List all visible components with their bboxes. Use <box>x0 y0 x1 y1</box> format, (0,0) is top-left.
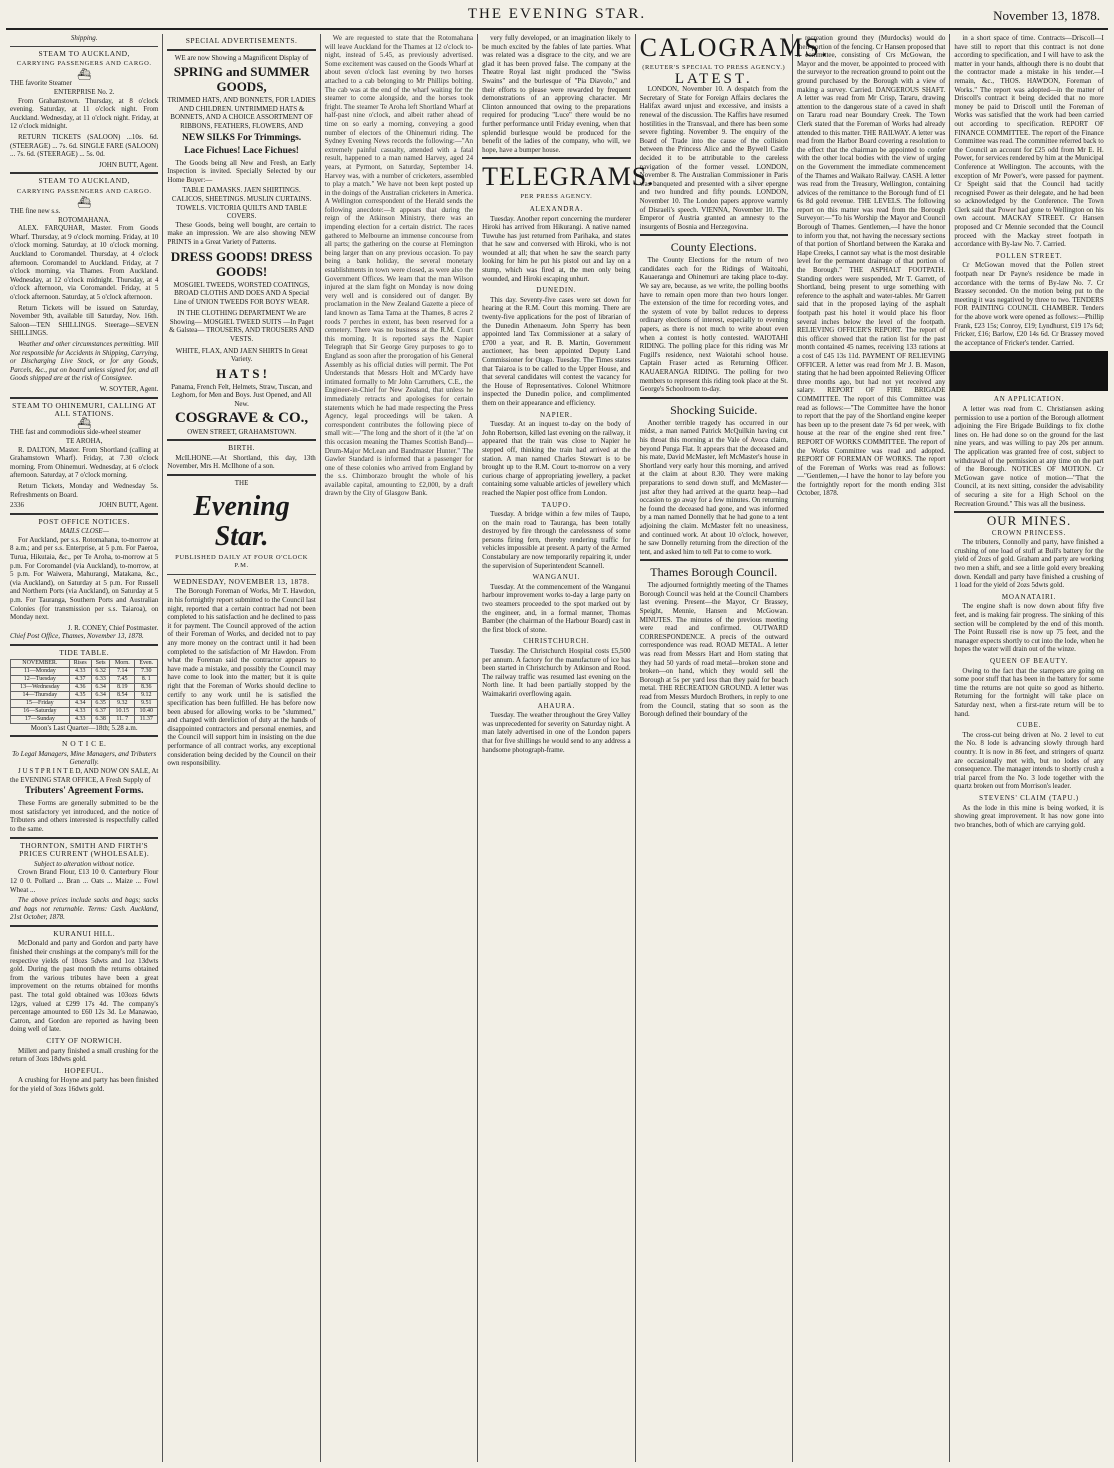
table-row: 12—Tuesday 4.37 6.33 7.45 8. 1 <box>11 675 158 683</box>
column-5: CALOGRAMS. (REUTER'S SPECIAL TO PRESS AGENCY.) LATEST. LONDON, November 10. A despatch from the Secretary of State for Foreign Affairs declares the Halifax award unjust and excessive, and insists a renewal of the discussion. The Kaffirs have resumed hostilities in the Transvaal, and there has been some severe fighting. November 9. The enquiry of the Board of Trade into the cause of the collision between the Princess Alice and the Bywell Castle decided it to be attributable to the careless navigation of the former vessel. LONDON, November 8. The Australian Commissioner in Paris was banqueted and presented with a silver epergne and two hundred and fifty pounds. LONDON, November 10. The London papers approve warmly of Disraeli's speech. VIENNA, November 10. The Emperor of Austria granted an amnesty to the insurgents of Bosnia and Herzegovina. County Elections. The County Elections for the return of two candidates each for the Ridings of Waitoahi, Kauaeranga and Ohinemuri are taking place to-day. We say are, because, as we write, the polling booths have to remain open more than two hours longer. The extension of the time for recording votes, and the system of vote by ballot reduces to depress ordinary elections of interest, especially to evening papers, as there is not much to write about even when a contest is hotly contested. WAIOTAHI RIDING. The polling place for this riding was Mr Fugill's residence, next Waiotahi school house. Captain Fraser acted as Returning Officer. KAUAERANGA RIDING. The polling for two members to represent this riding took place at the St. George's Schoolroom to-day. Shocking Suicide. Another terrible tragedy has occurred in our midst, a man named Patrick McQuilkin having cut his throat this morning at the Vale of Avoca claim, beyond Punga Flat. It appears that the deceased and his mate, David McMaster, left McMaster's house in Shortland very early hour this morning, and arrived at the claim at about 8.30. They were making preparations to send down stuff, and McMaster—just after they had arrived at the quartz heap—had occasion to go away for a few minutes. On returning he found the deceased had gone, and was informed by a man named Donnelly that he had gone to a tent adjoining the claim. McMaster felt no uneasiness, and continued work. At about 10 o'clock, however, he saw Donnelly returning from the direction of the tent, and asked him to tell Pat to come to work. Thames Borough Council. The adjourned fortnightly meeting of the Thames Borough Council was held at the Council Chambers last evening. Present—the Mayor, Cr Brassey, Speight, Mennie, Hansen and McGowan. MINUTES. The minutes of the previous meeting were read and confirmed. OUTWARD CORRESPONDENCE. A precis of the outward correspondence was read. ROAD METAL. A letter was read from Messrs Hart and Horn stating that they had 50 yards of road metal—broken stone and broken—on hand, which they would sell the Borough at 5s per yard less than they paid for beach metal. THE RECREATION GROUND. A letter was read from Messrs Murdoch Brothers, in reply to one from the Council, stating that so soon as the Borough defined their boundary of the <box>636 34 793 1462</box>
ship-icon: ⛴ <box>77 196 92 209</box>
council-report: recreation ground they (Murdocks) would do their portion of the fencing. Cr Hansen proposed that a committee, consisting of Crs McGowan, the Mayor and the mover, be appointed to proceed with the surveyor to the recreation ground to point out the ground purchased by the Borough with a view of making a survey. Carried. DANGEROUS SHAFT. A letter was read from Mr Crisp, Tararu, drawing attention to the dangerous state of a caved in shaft on Tararu road near Boundary Creek. The Town Clerk stated that the Foreman of Works had already attended to this matter. THE RAILWAY. A letter was read from the Harbor Board covering a resolution to the effect that the chairman be appointed to confer with the other local bodies with the view of urging on the Government the immediate commencement of the Thames and Waikato Railway. CASH. A letter was read from the Treasury, Wellington, containing advices of the remittance to the Borough fund of £1 6s 8d gold revenue. THE LEVELS. The following report on this matter was read from the Borough Surveyor:—"To his Worship the Mayor and Council Borough of Thames. Gentlemen,—I have the honor to inform you that, not having the necessary sections of that portion of Shortland between the Karaka and Hape Creeks, I cannot say what is the most desirable level for the permanent drainage of that portion of the Borough." THE ASPHALT FOOTPATH. Standing orders were suspended, Mr T. Garrett, of Shortland, being present to urge something with reference to the asphalt and water-tables. Mr Garrett said that in the proposed laying of the asphalt footpath past his hotel it would place his floor several inches below the level of the footpath. RELIEVING OFFICER'S REPORT. The report of this officer showed that the ration list for the past month contained 45 names, receiving 133 rations at a cost of £45 13s 11d. PAYMENT OF RELIEVING OFFICER. A letter was read from Mr J. B. Mason, stating that he had been appointed Relieving Officer three months ago, but had not yet received any salary. REPORT OF FIRE BRIGADE COMMITTEE. The report of this Committee was read as follows:—"The Committee have the honor to report that the pay of the Shortland engine keeper has been up to the present date 7s 6d per week, with house at the rear of the engine shed rent free." REPORT OF WORKS COMMITTEE. The report of the Works Committee was read and adopted. REPORT OF FOREMAN OF WORKS. The report of the Foreman of Works was read as follows:—"Gentlemen,—I have the honor to lay before you the fortnightly report for the month ending 31st October, 1878. <box>796 34 946 498</box>
newspaper-page <box>6 4 1108 1464</box>
local-news: We are requested to state that the Rotomahana will leave Auckland for the Thames at 12 o'clock to-night, instead of 5.45, as previously advertised. Some excitement was caused on the Goods Wharf at about seven o'clock last evening by two horses attached to a cab belonging to Mr Phillips bolting. The cab was at the end of the wharf waiting for the steamer to come alongside, and the horses took fright. The steamer Te Aroha left Shortland Wharf at half-past nine o'clock, and albeit rather ahead of time on so early a morning, conveying a good number of electors of the Ohinemuri riding. The Sydney Evening News records the following:—"An extremely painful casualty, attended with a fatal result, happened to a man named Harvey, aged 24 years, at Pyrmont, on Saturday, September 14. Harvey was, with a number of cricketers, assembled to play a match." We have not been kept posted up in the doings of the Australian cricketers in America. A Wellington correspondent of the Herald sends the following anecdote:—It appears that during the reign of the Atkinson Ministry, there was an impending election for a certain district. The races gathered to Melbourne an immense concourse from all parts; the gathering on the course at Flemington being larger than on any previous occasion. To pay being a bank holiday, the several monetary establishments in town were closed, as were also the Government Offices. We learn that the man Wilson injured at the slam fight on Monday is now doing very well and is considered out of danger. By proclamation in the New Zealand Gazette a piece of land known as Tama Tama at the Thames, 8 acres 2 roods 7 perches in extent, has been reserved for a cemetery. There was no business at the R.M. Court this morning. It is reported says the Napier Telegraph that Sir George Grey purposes to go to England as soon after the prorogation of his General Assembly as his official duties will permit. The Pot Understands that Messrs Holt and M'Cardy have intimated formally to Mr John Carruthers, C.E., the Engineer-in-Chief for New Zealand, that unless he immediately retracts and apologises for certain statements which he had made respecting the Press Agency, legal proceedings will be taken. A correspondent contributes the following piece of small wit:—"The long and the short of it (the 'at' on this occasion meaning the Thames Scottish Band)—Drum-Major McLean and Bandmaster Hunter." The Gawler Standard is informed that a passenger for one of these colonies who arrived from England by the s.s. Chimborazo brought the whole of his available capital, amounting to £2,000, by a draft drawn by the City of Glasgow Bank. <box>324 34 474 498</box>
column-6 <box>793 34 950 1462</box>
editorial: The Borough Foreman of Works, Mr T. Hawdon, in his fortnightly report submitted to the Council last night, reported that a certain contract had not been completed to his satisfaction and he declined to pass it for payment. The Council approved of the action of their Foreman of Works, and decided not to pay any more money on the contract until it had been completed to the satisfaction of Mr Hawdon. From what the Foreman said the contractor appears to have made a mistake, and possibly the Council may have come to look into the matter; but it is quite right that the Foreman of Works should decline to certify to any work until he is satisfied the specification has been fulfilled. He has before now been abused for allowing works to be "slummed," and charged with dereliction of duty at the hands of disappointed contractors and personal enemies, and the Council will support him in insisting on the due performance of all contract works, any exceptional consideration being decided by the Council on their own responsibility. <box>167 587 316 768</box>
section-heading: Shipping. <box>70 34 98 42</box>
column-7: in a short space of time. Contracts—Driscoll—I have still to report that this contract is not done according to specification, and I will have to ask the matter in your hands, although there is no doubt that the contractor made a mistake in his tender.—I remain, &c., THOS. HAWDON, Foreman of Works." The report was adopted—in the matter of Driscoll's contract it being decided that no more money be paid to Driscoll until the Foreman of Works was satisfied that the work had been carried out according to specification. REPORT OF FINANCE COMMITTEE. The report of the Finance Committee was read. The committee referred back to the Council an account for £25 odd from Mr E. H. Power, for services rendered by him at the Municipal Conference at Wellington. The accounts, with the exception of Mr Power's, were passed for payment. Cr Speight said that the Council had tacitly recognised Power as their delegate, and he had been so acknowledged by the Conference. The Town Clerk said that Power had gone to Wellington on his own account. MACKAY STREET. Cr Hansen proposed and Cr Mennie seconded that the Council proceed with the Mackay street footpath in accordance with By-law No. 7. Carried. POLLEN STREET. Cr McGowan moved that the Pollen street footpath near Dr Payne's residence be made in accordance with the terms of By-law No. 7. Cr Brassey seconded. On the motion being put to the meeting it was negatived by three to two. TENDERS FOR PAINTING COUNCIL CHAMBER. Tenders for the above work were opened as follows:—Phillip Frank, £23 15s; Conroy, £19; Lyndhurst, £19 17s 6d; Fricker, £16; Barlow, £20 14s 6d. Cr Brassey moved the acceptance of Fricker's tender. Carried. AN APPLICATION. A letter was read from C. Christiansen asking permission to use a portion of the Borough allotment adjoining the Fire Brigade Buildings to fix clothe lines on. He had done so on the ground for the last nine years, and was willing to pay 20s per annum. The application was granted free of cost, subject to withdrawal of the permission at any time on the part of the Borough. NOTICES OF MOTION. Cr McGowan gave notice of motion—"That the Council, at its next sitting, consider the advisability of securing a site for a High School on the Recreation Ground." This was all the business. OUR MINES. CROWN PRINCESS. The tributers, Connolly and party, have finished a crushing of one load of stuff at Bull's battery for the yield of 2ozs of gold. Graham and party are working two men a shift, and see a little gold every breaking down. Kendall and party have finished a crushing of 1 load for the yield of 2ozs 5dwts gold. MOANATAIRI. The engine shaft is now down about fifty five feet, and is making fair progress. The sinking of this section will be completed by the end of this month. The Point Russell rise is now up 75 feet, and the manager expects shortly to cut into the lode, when he hopes the water will drain out of the winze. QUEEN OF BEAUTY. Owing to the fact that the stampers are going on some poor stuff that has been in the battery for some time the returns are not quite so good as hitherto. Returning for the fortnight will take place on Saturday next, when a first-rate return will be to hand. CUBE. The cross-cut being driven at No. 2 level to cut the No. 8 lode is advancing slowly through hard country. It is now in 86 feet, and stringers of quartz are occasionally met with, but no lodes of any consequence. The manager intends to shortly crush a trial parcel from the No. 3 lode together with the quartz broken out from Morrison's leader. STEVENS' CLAIM (TAPU.) As the lode in this mine is being worked, it is showing great improvement. It has now gone into two branches, both of which are carrying gold. <box>950 34 1107 1462</box>
table-row: 13—Wednesday 4.36 6.34 8.19 8.36 <box>11 683 158 691</box>
tide-table <box>10 659 158 724</box>
ink-smudge <box>950 351 1107 391</box>
table-row: 11—Monday 4.33 6.32 7.14 7.30 <box>11 667 158 675</box>
telegrams-heading: TELEGRAMS. <box>482 162 655 192</box>
firm-name: COSGRAVE & CO., <box>175 409 309 426</box>
column-3 <box>321 34 478 1462</box>
borough-heading: Thames Borough Council. <box>650 565 778 580</box>
ad-title: STEAM TO AUCKLAND, <box>38 48 130 58</box>
ship-name: ENTERPRISE No. 2. <box>53 87 115 96</box>
county-heading: County Elections. <box>670 240 757 255</box>
newspaper-name: Evening Star. <box>193 490 290 552</box>
ship-name: ROTOMAHANA. <box>58 215 111 224</box>
ship-icon: ⛴ <box>77 68 92 81</box>
calograms-heading: CALOGRAMS. <box>639 33 830 62</box>
masthead <box>6 4 1108 30</box>
column-2: SPECIAL ADVERTISEMENTS. WE are now Showing a Magnificent Display of SPRING and SUMMER GOODS, TRIMMED HATS, AND BONNETS, FOR LADIES AND CHILDREN. UNTRIMMED HATS & BONNETS, AND A CHOICE ASSORTMENT OF RIBBONS, FEATHERS, FLOWERS, AND NEW SILKS For Trimmings. Lace Fichues! Lace Fichues! The Goods being all New and Fresh, an Early Inspection is invited. Specially Selected by our Home Buyer:— TABLE DAMASKS. JAEN SHIRTINGS. CALICOS, SHEETINGS. MUSLIN CURTAINS. TOWELS. VICTORIA QUILTS AND TABLE COVERS. These Goods, being well bought, are certain to make an impression. We are also showing NEW PRINTS in a Great Variety of Patterns. DRESS GOODS! DRESS GOODS! MOSGIEL TWEEDS, WORSTED COATINGS, BROAD CLOTHS AND DOES AND A Special Line of UNION TWEEDS FOR BOYS' WEAR. IN THE CLOTHING DEPARTMENT We are Showing— MOSGIEL TWEED SUITS —In Paget & Galstea— TROUSERS, AND TROUSERS AND VESTS. WHITE, FLAX, AND JAEN SHIRTS In Great Variety. H A T S ! Panama, French Felt, Helmets, Straw, Tuscan, and Leghorn, for Men and Boys. Just Opened, and All New. COSGRAVE & CO., OWEN STREET, GRAHAMSTOWN. BIRTH. McILHONE.—At Shortland, this day, 13th November, Mrs H. McIlhone of a son. THE Evening Star. PUBLISHED DAILY AT FOUR O'CLOCK P.M. WEDNESDAY, NOVEMBER 13, 1878. The Borough Foreman of Works, Mr T. Hawdon, in his fortnightly report submitted to the Council last night, reported that a certain contract had not been completed to his satisfaction and he declined to pass it for payment. The Council approved of the action of their Foreman of Works, and decided not to pay any more money on the contract until it had been completed to the satisfaction of Mr Hawdon. From what the Foreman said the contractor appears to have made a mistake, and possibly the Council may have come to look into the matter; but it is quite right that the Foreman of Works should decline to certify to any work until he is satisfied the specification has been fulfilled. He has before now been abused for allowing works to be "slummed," and charged with dereliction of duty at the hands of disappointed contractors and personal enemies, and the Council will support him in insisting on the due performance of all contract works, any exceptional consideration being decided by the Council on their own responsibility. <box>163 34 320 1462</box>
column-4: very fully developed, or an imagination likely to be much excited by the fables of late parties. What was related was a disgrace to the city, and we are glad it has been proved false. The company at the Theatre Royal last night produced the "Swiss Swains" and the burlesque of "Pia Diavolo," and their efforts to please were rewarded by frequent demonstrations of an approving character. Mr Clinton announced that owing to the preparations required for producing "Luce" there would be no further performance until Friday evening, when that splendid burlesque would be produced for the benefit of the ladies of the company, who will, we hope, have a bumper house. TELEGRAMS. PER PRESS AGENCY. ALEXANDRA. Tuesday. Another report concerning the murderer Hiroki has arrived from Hikurangi. A native named Tuwuhe has just returned from Parihaka, and states that he saw and conversed with Hiroki, who is not wounded at all; that when he saw the search party looking for him he put his pistol out and lay on a stump, which was fired at, the men only being wounded, and Hiroki escaping unhurt. DUNEDIN. This day. Seventy-five cases were set down for hearing at the R.M. Court this morning. There are twenty-five applications for the post of librarian of the Dunedin Athenaeum. John Sperry has been appointed land Tax Commissioner at a salary of £700 a year, and R. B. Martin, Government auctioneer, has been appointed Deputy Land Commissioner for Otago. Tuesday. The Times states that Taiaroa is to be called to the Upper House, and that several candidates will contest the vacancy for the House of Representatives. Colonel Whitmore inspected the Dunedin police, and complimented them on their appearance and efficiency. NAPIER. Tuesday. At an inquest to-day on the body of John Robertson, killed last evening on the railway, it appeared that the train was close to Napier he stepped off, thinking the train had arrived at the station. A man named Charles Stewart is to be brought up to the R.M. Court to-morrow on a very curious charge of appropriating jewellery, a packet containing some valuable articles of jewellery which reached the Napier post office from London. TAUPO. Tuesday. A bridge within a few miles of Taupo, on the main road to Tauranga, has been totally destroyed by fire through the carelessness of some persons firing fern, thereby rendering traffic for vehicles impossible at present. A party of the Armed Constabulary are now temporarily repairing it, under the supervision of Superintendent Scannell. WANGANUI. Tuesday. At the commencement of the Wanganui harbour improvement works to-day a large party on two steamers proceeded to the spot marked out by the engineer, and, in a formal manner, Thomas Bamber (the chairman of the Harbour Board) cast in the first block of stone. CHRISTCHURCH. Tuesday. The Christchurch Hospital costs £5,500 per annum. A factory for the manufacture of ice has been started in Christchurch by Atkinson and Rood. The railway traffic was resumed last evening on the North line. It had been partially stopped by the Waimakariri overflowing again. AHAURA. Tuesday. The weather throughout the Grey Valley was unprecedented for severity on Saturday night. A man lately advertised in one of the London papers that for five shillings he would send to any address a handsome photograph-frame. <box>478 34 635 1462</box>
columns <box>6 34 1108 1462</box>
table-row: 17—Sunday 4.33 6.38 11. 7 11.37 <box>11 715 158 723</box>
table-row: NOVEMBER. Rises Sets Morn. Even. <box>11 659 158 667</box>
ship-icon: ⛴ <box>77 417 92 430</box>
masthead-date: November 13, 1878. <box>993 8 1100 23</box>
mines-heading: OUR MINES. <box>986 513 1072 529</box>
table-row: 16—Saturday 4.33 6.37 10.15 10.40 <box>11 707 158 715</box>
masthead-title: THE EVENING STAR. <box>467 6 647 22</box>
section-heading: SPECIAL ADVERTISEMENTS. <box>185 36 298 45</box>
column-1: Shipping. STEAM TO AUCKLAND, CARRYING PASSENGERS AND CARGO. ⛴ THE favorite Steamer ENTERPRISE No. 2. From Grahamstown. Thursday, at 8 o'clock evening. Saturday, at 11 o'clock night. From Auckland. Wednesday, at 11 o'clock night. Friday, at 12 o'clock midnight. RETURN TICKETS (SALOON) ...10s. 6d. (STEERAGE) ... 7s. 6d. SINGLE FARE (SALOON) ... 7s. 6d. (STEERAGE) ... 5s. 0d. JOHN BUTT, Agent. STEAM TO AUCKLAND, CARRYING PASSENGERS AND CARGO. ⛴ THE fine new s.s. ROTOMAHANA. ALEX. FARQUHAR, Master. From Goods Wharf. Thursday, at 9 o'clock morning. Friday, at 10 o'clock morning. Saturday, at 10 o'clock morning. Auckland to Coromandel. Thursday, at 4 o'clock afternoon. Coromandel to Auckland. Friday, at 7 o'clock morning, via Thames. From Auckland. Wednesday, at 12 o'clock midnight. Thursday, at 4 o'clock afternoon, via Coromandel. Friday, at 5 o'clock afternoon. Saturday, at 5 o'clock afternoon. Return Tickets will be issued on Saturday, November 9th, available till Saturday, Nov. 16th. Saloon—TEN SHILLINGS. Steerage—SEVEN SHILLINGS. Weather and other circumstances permitting. Will Not responsible for Accidents in Shipping, Carrying, or Discharging Live Stock, or for any Goods, Parcels, &c., put on board unless signed for, and all Goods shipped are at the risk of Consignee. W. SOYTER, Agent. STEAM TO OHINEMURI, CALLING AT ALL STATIONS. ⛴ THE fast and commodious side-wheel steamer TE AROHA, R. DALTON, Master. From Shortland (calling at Grahamstown Wharf). Friday, at 7.30 o'clock morning. From Ohinemuri. Wednesday, at 6 o'clock afternoon. Saturday, at 7 o'clock morning. Return Tickets, Monday and Wednesday 5s. Refreshments on Board. 2336 JOHN BUTT, Agent. POST OFFICE NOTICES. MAILS CLOSE— For Auckland, per s.s. Rotomahana, to-morrow at 8 a.m.; and per s.s. Enterprise, at 5 p.m. For Paeroa, Turua, Hikutaia, &c., per Te Aroha, to-morrow at 5 p.m. For Coromandel (via Auckland), to-morrow, at 5 p.m. For Waiwera, Mahurangi, Matakana, &c., (via Auckland), on Saturday at 5 p.m. For Russell and Northern Ports (via Auckland), on Saturday at 5 p.m. For Tauranga, Southern Ports and Australian Colonies (for transmission per s.s. Taiaroa), on Monday next. J. R. CONEY, Chief Postmaster. Chief Post Office, Thames, November 13, 1878. TIDE TABLE. NOVEMBER. Rises Sets Morn. Even. 11—Monday 4.33 6.32 7.14 7.30 12—Tuesday 4.37 6.33 7.45 8. 1 13—Wednesday 4.36 6.34 8.19 8.36 14—Thursday 4.35 6.34 8.54 9.12 15—Friday 4.34 6.35 9.32 9.51 16—Saturday 4.33 6.37 10.15 10.40 17—Sunday 4.33 6.38 11. 7 11.37 Moon's Last Quarter—18th; 5.28 a.m. N O T I C E. To Legal Managers, Mine Managers, and Tributers Generally. J U S T P R I N T E D, AND NOW ON SALE, At the EVENING STAR OFFICE, A Fresh Supply of Tributers' Agreement Forms. These Forms are generally submitted to be the most satisfactory yet introduced, and the notice of Tributers and others interested is respectfully called to the same. THORNTON, SMITH AND FIRTH'S PRICES CURRENT (WHOLESALE). Subject to alteration without notice. Crown Brand Flour, £13 10 0. Canterbury Flour 12 0 0. Pollard ... Bran ... Oats ... Maize ... Fowl Wheat ... The above prices include sacks and bags; sacks and bags not returnable. Terms: Cash. Auckland, 21st October, 1878. KURANUI HILL. McDonald and party and Gordon and party have finished their crushings at the company's mill for the respective yields of 10ozs 5dwts and 1oz 13dwts gold. During the past month the returns obtained from the various tributes have been a great improvement on the returns obtained for months past. The total gold obtained was 103ozs 6dwts 12grs, valued at £299 17s 4d. The company's percentage amounted to £60 12s 3d. Le Manawao, Catron, and Gordon are reported as having been doing well of late. CITY OF NORWICH. Millett and party finished a small crushing for the return of 3ozs 18dwts gold. HOPEFUL. A crushing for Hoyne and party has been finished for the yield of 3ozs 16dwts gold. <box>6 34 163 1462</box>
table-row: 15—Friday 4.34 6.35 9.32 9.51 <box>11 699 158 707</box>
suicide-heading: Shocking Suicide. <box>670 402 758 417</box>
ship-name: TE AROHA, <box>65 436 103 445</box>
table-row: 14—Thursday 4.35 6.34 8.54 9.12 <box>11 691 158 699</box>
